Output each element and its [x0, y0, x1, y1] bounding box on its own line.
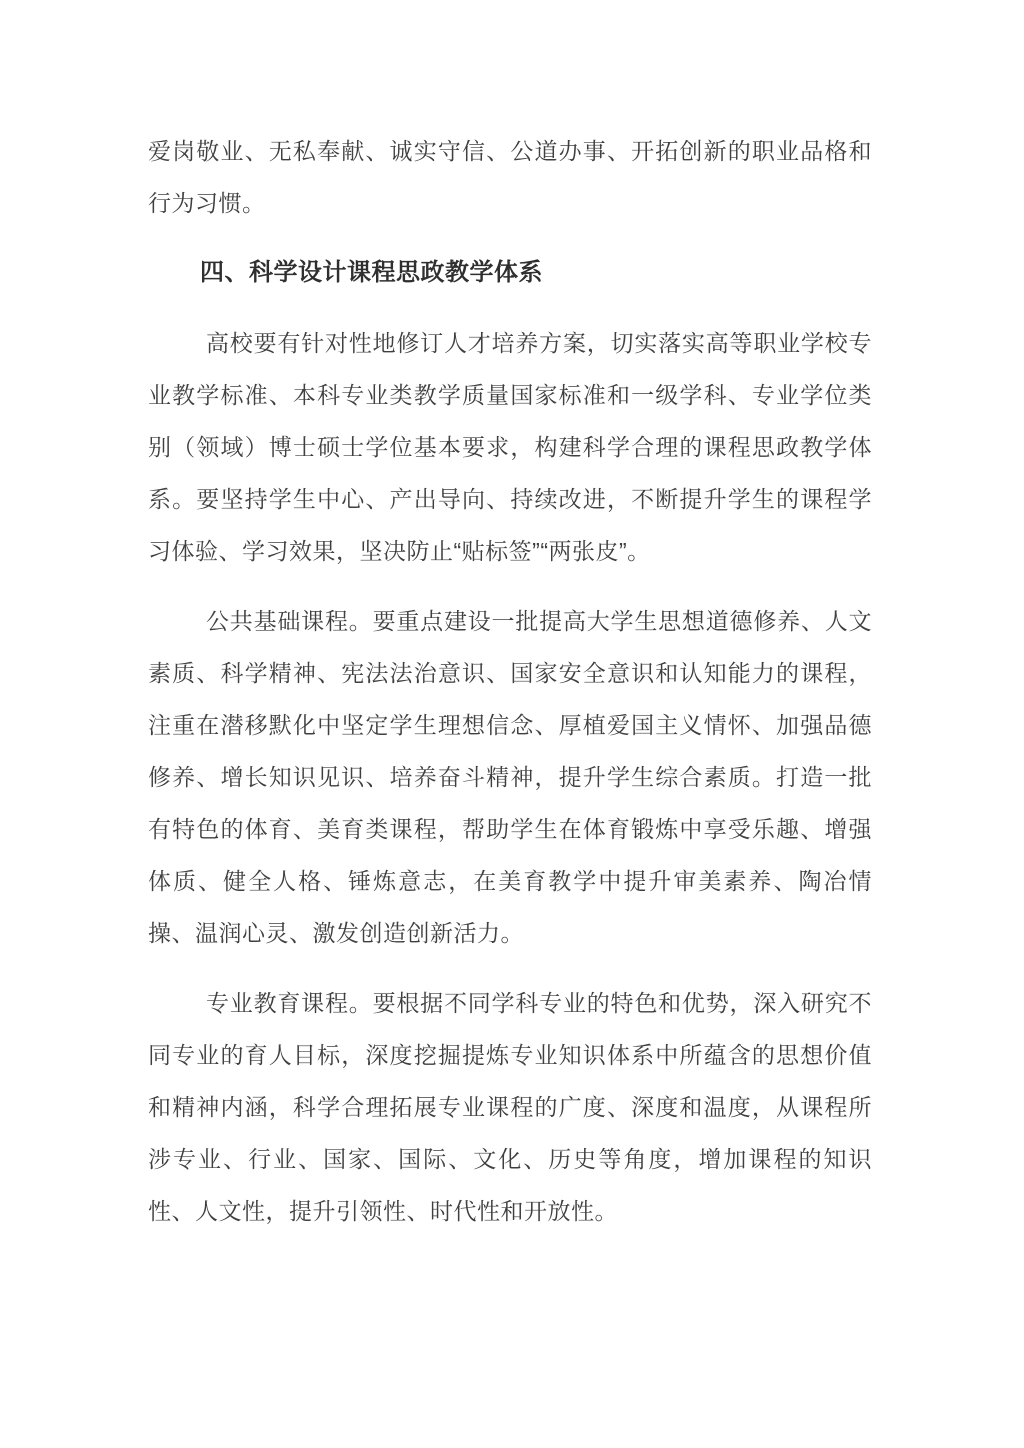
paragraph-curriculum-system: 高校要有针对性地修订人才培养方案，切实落实高等职业学校专业教学标准、本科专业类教学质量国家标准和一级学科、专业学位类别（领域）博士硕士学位基本要求，构建科学合理的课程思政教学体系。要坚持学生中心、产出导向、持续改进，不断提升学生的课程学习体验、学习效果，坚决防止“贴标签”“两张皮”。	[148, 330, 872, 564]
document-page	[148, 0, 872, 1255]
paragraph-public-basic-courses: 公共基础课程。要重点建设一批提高大学生思想道德修养、人文素质、科学精神、宪法法治意识、国家安全意识和认知能力的课程，注重在潜移默化中坚定学生理想信念、厚植爱国主义情怀、加强品德修养、增长知识见识、培养奋斗精神，提升学生综合素质。打造一批有特色的体育、美育类课程，帮助学生在体育锻炼中享受乐趣、增强体质、健全人格、锤炼意志，在美育教学中提升审美素养、陶冶情操、温润心灵、激发创造创新活力。	[148, 608, 872, 946]
paragraph-professional-education-courses: 专业教育课程。要根据不同学科专业的特色和优势，深入研究不同专业的育人目标，深度挖掘提炼专业知识体系中所蕴含的思想价值和精神内涵，科学合理拓展专业课程的广度、深度和温度，从课程所涉专业、行业、国家、国际、文化、历史等角度，增加课程的知识性、人文性，提升引领性、时代性和开放性。	[148, 990, 872, 1224]
paragraph-continuation: 爱岗敬业、无私奉献、诚实守信、公道办事、开拓创新的职业品格和行为习惯。	[148, 138, 872, 216]
section-heading: 四、科学设计课程思政教学体系	[200, 259, 543, 286]
